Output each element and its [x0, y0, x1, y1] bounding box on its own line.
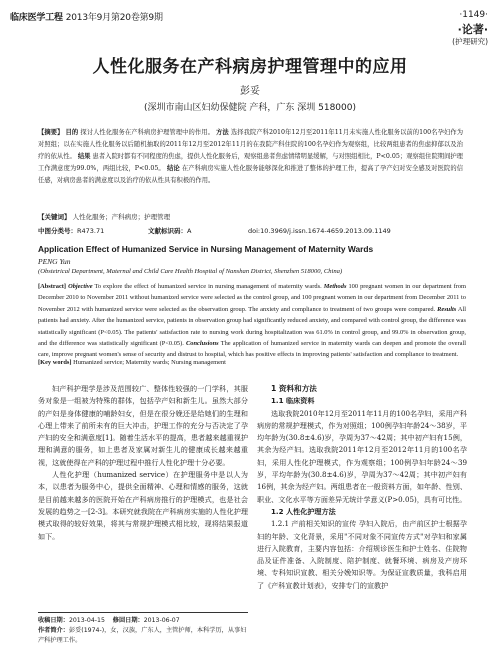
conclusion-cn: 在产科病房实施人性化服务能够深化和推进了整体的护理工作，提高了孕产妇对安全感及对医院的信任感，对病房患者的满意度以及治疗的依从性具有积极的作用。 — [38, 165, 464, 184]
column-label: ·论著· — [457, 23, 488, 36]
results-cn-label: 结果 — [77, 153, 91, 160]
article-title-cn: 人性化服务在产科病房护理管理中的应用 — [92, 57, 408, 77]
date-row — [38, 616, 248, 626]
conclusions-en: The application of humanized service in maternity wards can deepen and promote the overall care, improve pregnant women's sense of security and distrust to hospital, which has positive effects in improving patients' satisfaction and compliance to treatment. — [38, 340, 466, 359]
results-en-label: Results — [437, 305, 457, 313]
results-en: All patients had anxiety. After the humanized service, patients in observation group had significantly reduced anxiety, and compared with control group, the difference was statistically significant (P<0.05). The patients' satisfaction rate to nursing work during hospitalization was 61.0% in control group, and 99.0% in observation group, and the difference was statistically significant (P<0.05). — [38, 305, 466, 348]
revised-date: 2013-06-07 — [143, 617, 180, 624]
abstract-en-label: [Abstract] — [38, 283, 67, 290]
conclusions-en-label: Conclusions — [185, 340, 219, 348]
received-label: 收稿日期： — [38, 617, 69, 624]
author-bio-label: 作者简介： — [38, 627, 69, 635]
revised-label: 修回日期： — [112, 617, 144, 624]
methods-cn-label: 方法 — [216, 129, 229, 136]
abstract-cn — [38, 127, 463, 187]
intro-paragraph-1: 妇产科护理学是涉及范围较广、整体性较强的一门学科，其服务对象是一组被为特殊的群体，包括孕产妇和新生儿。虽然大部分的产妇是身体健康的哺龄妇女，但是在很分娩还是给她们的生理和心理上带来了前所未有的巨大冲击，护理工作的充分与否决定了孕产妇的安全和满意度[1]。随着生活水平的提高，患者越来越重视护理和满意的服务，如上患者及家属对新生儿的健康成长越来越重视，这就使得在产科的护理过程中推行人性化护理十分必要。 — [38, 384, 248, 467]
journal-name: 临床医学工程 — [10, 13, 63, 23]
abstract-en — [38, 281, 466, 361]
keywords-cn-text: 人性化服务；产科病房；护理管理 — [72, 213, 171, 221]
body-column-left — [38, 383, 248, 543]
conclusion-cn-label: 结论 — [166, 165, 180, 172]
objective-en-label: Objective — [68, 283, 93, 290]
affiliation-cn: (深圳市南山区妇幼保健院 产科，广东 深圳 518000) — [144, 103, 356, 113]
journal-issue: 2013年9月第20卷第9期 — [65, 13, 163, 23]
document-code-value: A — [187, 227, 192, 235]
keywords-en — [38, 357, 466, 368]
keywords-en-text: Humanized service; Maternity wards; Nursing management — [73, 359, 226, 366]
clc-label: 中图分类号： — [38, 227, 77, 235]
objective-cn-label: 目的 — [65, 129, 79, 136]
objective-cn: 探讨人性化服务在产科病房护理管理中的作用。 — [80, 129, 214, 136]
article-footnote — [38, 612, 248, 647]
doi: doi:10.3969/j.issn.1674-4659.2013.09.1149 — [248, 227, 391, 235]
clc-number — [38, 225, 104, 237]
document-code — [148, 225, 191, 237]
objective-en: To explore the effect of humanized service in nursing management of maternity wards. — [94, 283, 322, 290]
intro-paragraph-2: 人性化护理（humanized service）在护理服务中是以人为本，以患者为服务中心，提供全面精神、心理和情感的服务，这就是目前越来越多的医院开始在产科病房推行的护理模式，也是社会发展的趋势之一[2-3]。本研究就我院在产科病房实施的人性化护理模式取得的较好效果，将其与常规护理模式相比较，现将结果报道如下。 — [38, 470, 248, 541]
author-en: PENG Yun — [38, 257, 71, 266]
sub-column-label: (护理研究) — [452, 37, 488, 46]
article-title-en: Application Effect of Humanized Service in Nursing Management of Maternity Wards — [38, 244, 374, 254]
subsection-heading-clinical-data: 1.1 临床资料 — [271, 396, 315, 406]
received-date: 2013-04-15 — [68, 617, 105, 624]
page-number: ·1149· — [459, 10, 488, 20]
subsection-heading-nursing-method: 1.2 人性化护理方法 — [271, 506, 336, 516]
abstract-cn-label: 【摘要】 — [38, 129, 64, 136]
keywords-en-label: [Key words] — [38, 359, 72, 366]
page-header — [0, 10, 500, 50]
methods-en: 100 pregnant women in our department from December 2010 to November 2011 without humanized service were selected as the control group, and 100 pregnant women in our department from December 2011 to November 2012 with humanized service were selected as the observation group. The anxiety and compliance to treatment of two groups were compared. — [38, 283, 466, 313]
clc-value: R473.71 — [77, 227, 105, 235]
author-bio-text: 彭妥(1974-)，女，汉族，广东人，主管护师，本科学历，从事妇产科护理工作。 — [38, 627, 247, 645]
body-column-right — [257, 383, 467, 592]
author-cn: 彭妥 — [240, 86, 260, 97]
author-bio — [38, 626, 248, 646]
methods-cn: 选择我院产科2010年12月至2011年11月未实施人性化服务以前的100名孕妇作为对照组；以在实施人性化服务以后随机抽取的2011年12月至2012年11月的在我院产科住院的100名孕妇作为观察组，比较两组患者的焦虑抑郁以及治疗的依从性。 — [38, 129, 464, 160]
methods-en-label: Methods — [323, 283, 347, 290]
keywords-cn-label: 【关键词】 — [38, 213, 71, 221]
clinical-data-paragraph: 选取我院2010年12月至2011年11月的100名孕妇，采用产科病房的常规护理模式，作为对照组；100例孕妇年龄24～38岁，平均年龄为(30.8±4.6)岁，孕周为37～42周；其中初产妇有15例，其余为经产妇。选取我院2011年12月至2012年11月的100名孕妇，采用人性化护理模式，作为观察组；100例孕妇年龄24～39岁，平均年龄为(30.8±4.6)岁，孕周为37～42周；其中初产妇有16例，其余为经产妇。两组患者在一般资料方面，如年龄、性别、职业、文化水平等方面差异无统计学意义(P>0.05)，具有可比性。 — [257, 408, 467, 504]
keywords-cn — [38, 211, 463, 223]
results-cn: 患者入院时都有不同程度的焦虑，提供人性化服务后，观察组患者焦虑情绪明显缓解，与对照组相比，P<0.05；观察组住院期间护理工作满意度为99.0%，两组比较，P<0.05。 — [38, 153, 463, 172]
nursing-method-paragraph: 1.2.1 产前相关知识的宣传 孕妇入院后，由产前区护士根据孕妇的年龄、文化背景，采用"不同对象不同宣传方式"对孕妇和家属进行入院教育，主要内容包括：介绍规诊医生和护士姓名、住院物品及证件准备、入院制度、陪护制度、就餐环境、病房及产房环境、专科知识宣教、相关分娩知识等。为保证宣教质量，我科启用了《产科宣教计划表》，安排专门的宣教护 — [257, 519, 467, 590]
document-code-label: 文献标识码： — [148, 227, 187, 235]
affiliation-en: (Obstetrical Department, Maternal and Child Care Health Hospital of Nanshan District, Shenzhen 518000, China) — [38, 268, 343, 275]
section-heading-materials-methods: 1 资料和方法 — [271, 384, 317, 393]
journal-running-head — [10, 10, 163, 23]
